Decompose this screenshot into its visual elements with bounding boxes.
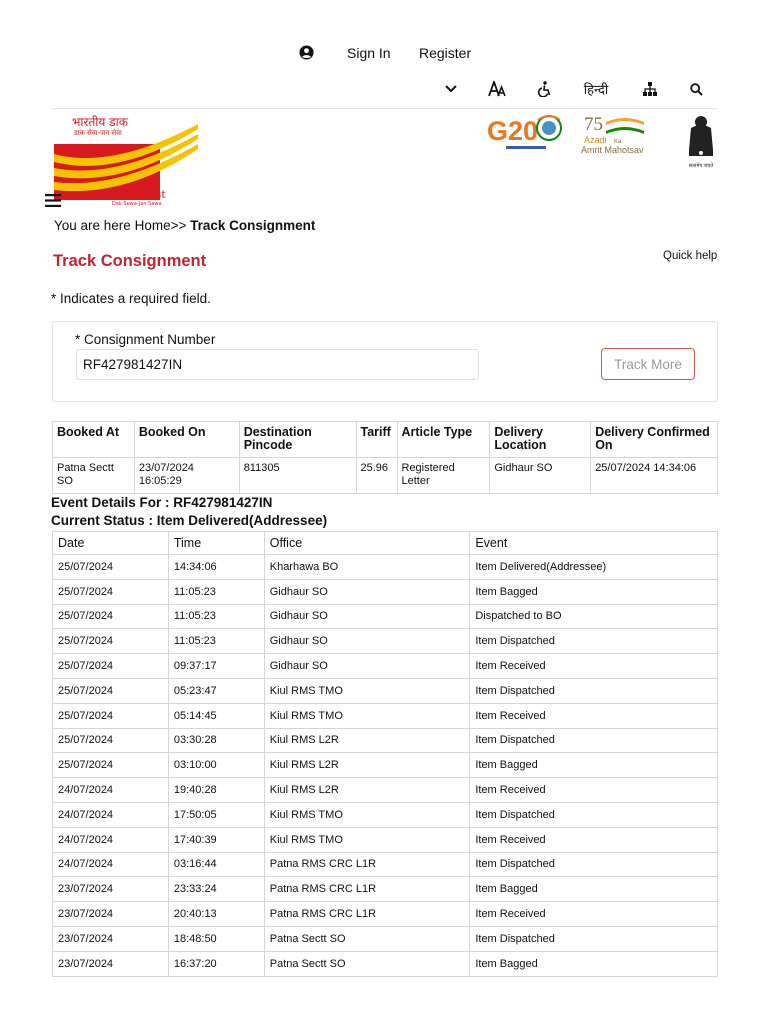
event-office-cell: Gidhaur SO <box>264 629 470 654</box>
event-office-cell: Kiul RMS TMO <box>264 703 470 728</box>
event-event-cell: Item Received <box>470 654 718 679</box>
event-time-cell: 03:10:00 <box>168 753 264 778</box>
event-event-cell: Item Received <box>470 778 718 803</box>
g20-logo <box>486 114 564 154</box>
event-time-cell: 17:40:39 <box>168 827 264 852</box>
summary-cell: Gidhaur SO <box>490 458 591 494</box>
event-date-cell: 24/07/2024 <box>53 802 169 827</box>
breadcrumb-current: Track Consignment <box>190 218 316 233</box>
summary-header-row <box>53 422 718 458</box>
summary-cell: 811305 <box>239 458 356 494</box>
event-event-cell: Item Bagged <box>470 877 718 902</box>
table-row <box>53 852 718 877</box>
events-header-cell: Event <box>470 532 718 555</box>
event-time-cell: 11:05:23 <box>168 629 264 654</box>
table-row <box>53 877 718 902</box>
event-date-cell: 25/07/2024 <box>53 555 169 580</box>
svg-text:Amrit Mahotsav: Amrit Mahotsav <box>581 145 644 155</box>
event-event-cell: Item Dispatched <box>470 802 718 827</box>
summary-header-cell: Booked On <box>134 422 239 458</box>
event-office-cell: Kiul RMS TMO <box>264 678 470 703</box>
event-event-cell: Item Delivered(Addressee) <box>470 555 718 580</box>
event-office-cell: Patna RMS CRC L1R <box>264 877 470 902</box>
menu-icon[interactable] <box>45 194 61 207</box>
svg-text:Dak Sewa-Jan Sewa: Dak Sewa-Jan Sewa <box>112 201 162 207</box>
event-date-cell: 23/07/2024 <box>53 877 169 902</box>
summary-header-cell: Delivery Confirmed On <box>591 422 718 458</box>
event-event-cell: Item Bagged <box>470 753 718 778</box>
table-row <box>53 902 718 927</box>
summary-header-cell: Article Type <box>397 422 490 458</box>
summary-cell: 25/07/2024 14:34:06 <box>591 458 718 494</box>
track-more-button[interactable]: Track More <box>601 348 695 380</box>
table-row <box>53 802 718 827</box>
event-details-table <box>52 531 718 977</box>
national-emblem-logo <box>684 114 718 170</box>
accessibility-icon[interactable] <box>534 78 554 100</box>
table-row <box>53 678 718 703</box>
table-row <box>53 654 718 679</box>
events-header-cell: Office <box>264 532 470 555</box>
event-office-cell: Kiul RMS TMO <box>264 827 470 852</box>
event-event-cell: Item Received <box>470 703 718 728</box>
summary-header-cell: Destination Pincode <box>239 422 356 458</box>
event-date-cell: 25/07/2024 <box>53 629 169 654</box>
table-row <box>53 728 718 753</box>
svg-text:India Post: India Post <box>110 188 166 201</box>
event-date-cell: 25/07/2024 <box>53 703 169 728</box>
event-office-cell: Patna Sectt SO <box>264 926 470 951</box>
india-post-logo[interactable] <box>52 112 202 207</box>
event-time-cell: 18:48:50 <box>168 926 264 951</box>
event-event-cell: Item Received <box>470 827 718 852</box>
event-date-cell: 23/07/2024 <box>53 902 169 927</box>
event-office-cell: Kiul RMS L2R <box>264 753 470 778</box>
svg-text:डाक सेवा-जन सेवा: डाक सेवा-जन सेवा <box>74 129 122 137</box>
event-event-cell: Item Bagged <box>470 951 718 976</box>
svg-text:75: 75 <box>584 114 603 135</box>
event-office-cell: Kharhawa BO <box>264 555 470 580</box>
table-row <box>53 579 718 604</box>
event-time-cell: 11:05:23 <box>168 604 264 629</box>
azadi-ka-amrit-mahotsav-logo <box>580 112 660 156</box>
current-status-heading: Current Status : Item Delivered(Addressee) <box>51 513 328 528</box>
events-header-row <box>53 532 718 555</box>
utility-toolbar <box>0 78 768 102</box>
events-header-cell: Date <box>53 532 169 555</box>
events-body <box>53 555 718 977</box>
svg-text:G20: G20 <box>487 116 539 146</box>
breadcrumb <box>54 218 315 233</box>
breadcrumb-prefix[interactable]: You are here Home>> <box>54 218 191 233</box>
table-row <box>53 753 718 778</box>
event-office-cell: Kiul RMS TMO <box>264 802 470 827</box>
event-event-cell: Dispatched to BO <box>470 604 718 629</box>
consignment-form <box>52 321 718 402</box>
event-event-cell: Item Dispatched <box>470 629 718 654</box>
summary-cell: Patna Sectt SO <box>53 458 135 494</box>
event-time-cell: 19:40:28 <box>168 778 264 803</box>
font-size-icon[interactable] <box>487 78 509 100</box>
table-row <box>53 555 718 580</box>
table-row <box>53 604 718 629</box>
summary-cell: 25.96 <box>356 458 397 494</box>
event-time-cell: 05:23:47 <box>168 678 264 703</box>
consignment-number-input[interactable] <box>76 349 479 380</box>
register-link[interactable]: Register <box>419 45 472 61</box>
top-bar <box>0 42 768 66</box>
event-time-cell: 23:33:24 <box>168 877 264 902</box>
event-details-heading: Event Details For : RF427981427IN <box>51 495 273 510</box>
search-icon[interactable] <box>686 78 706 100</box>
event-office-cell: Kiul RMS L2R <box>264 728 470 753</box>
event-time-cell: 05:14:45 <box>168 703 264 728</box>
event-date-cell: 25/07/2024 <box>53 654 169 679</box>
table-row <box>53 951 718 976</box>
event-date-cell: 24/07/2024 <box>53 827 169 852</box>
svg-text:सत्यमेव जयते: सत्यमेव जयते <box>688 163 714 169</box>
event-office-cell: Patna RMS CRC L1R <box>264 852 470 877</box>
event-date-cell: 24/07/2024 <box>53 852 169 877</box>
event-date-cell: 25/07/2024 <box>53 579 169 604</box>
svg-text:भारतीय डाक: भारतीय डाक <box>72 115 128 129</box>
event-event-cell: Item Dispatched <box>470 926 718 951</box>
event-date-cell: 23/07/2024 <box>53 951 169 976</box>
chevron-down-icon[interactable] <box>442 78 460 100</box>
summary-cell: 23/07/2024 16:05:29 <box>134 458 239 494</box>
required-field-note: * Indicates a required field. <box>51 291 211 306</box>
svg-text:Ka: Ka <box>614 139 622 145</box>
event-date-cell: 23/07/2024 <box>53 926 169 951</box>
header-divider <box>52 108 718 109</box>
event-office-cell: Gidhaur SO <box>264 604 470 629</box>
table-row <box>53 926 718 951</box>
event-time-cell: 03:30:28 <box>168 728 264 753</box>
event-event-cell: Item Dispatched <box>470 678 718 703</box>
hindi-language-link[interactable]: हिन्दी <box>583 83 609 98</box>
event-time-cell: 16:37:20 <box>168 951 264 976</box>
event-event-cell: Item Dispatched <box>470 728 718 753</box>
event-date-cell: 25/07/2024 <box>53 604 169 629</box>
event-office-cell: Patna RMS CRC L1R <box>264 902 470 927</box>
event-date-cell: 25/07/2024 <box>53 678 169 703</box>
events-header-cell: Time <box>168 532 264 555</box>
event-date-cell: 25/07/2024 <box>53 728 169 753</box>
table-row <box>53 703 718 728</box>
svg-text:Azadi: Azadi <box>584 135 607 145</box>
event-office-cell: Kiul RMS L2R <box>264 778 470 803</box>
page-title: Track Consignment <box>53 252 207 270</box>
table-row <box>53 827 718 852</box>
event-event-cell: Item Received <box>470 902 718 927</box>
event-time-cell: 20:40:13 <box>168 902 264 927</box>
event-time-cell: 09:37:17 <box>168 654 264 679</box>
summary-header-cell: Booked At <box>53 422 135 458</box>
sign-in-link[interactable]: Sign In <box>347 45 391 61</box>
user-icon[interactable] <box>299 45 314 60</box>
consignment-number-label: * Consignment Number <box>75 332 216 347</box>
summary-cell: Registered Letter <box>397 458 490 494</box>
event-event-cell: Item Dispatched <box>470 852 718 877</box>
quick-help-link[interactable]: Quick help <box>663 250 718 262</box>
event-time-cell: 03:16:44 <box>168 852 264 877</box>
table-row <box>53 629 718 654</box>
event-date-cell: 24/07/2024 <box>53 778 169 803</box>
event-office-cell: Gidhaur SO <box>264 579 470 604</box>
event-office-cell: Gidhaur SO <box>264 654 470 679</box>
summary-row <box>53 458 718 494</box>
event-office-cell: Patna Sectt SO <box>264 951 470 976</box>
event-time-cell: 14:34:06 <box>168 555 264 580</box>
event-event-cell: Item Bagged <box>470 579 718 604</box>
sitemap-icon[interactable] <box>640 78 660 100</box>
booking-summary-table <box>52 421 718 494</box>
summary-header-cell: Tariff <box>356 422 397 458</box>
event-date-cell: 25/07/2024 <box>53 753 169 778</box>
event-time-cell: 11:05:23 <box>168 579 264 604</box>
summary-header-cell: Delivery Location <box>490 422 591 458</box>
event-time-cell: 17:50:05 <box>168 802 264 827</box>
table-row <box>53 778 718 803</box>
